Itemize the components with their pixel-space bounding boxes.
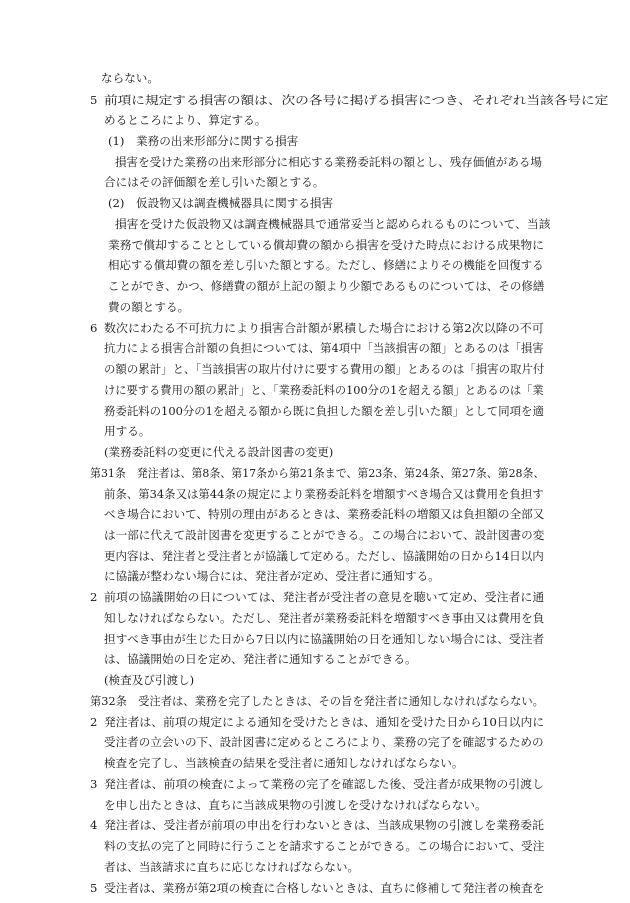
text-line: 相応する償却費の額を差し引いた額とする。ただし、修繕によりその機能を回復する <box>108 258 544 272</box>
text-line: 者は、当該請求に直ちに応じなければならない。 <box>104 860 360 874</box>
text-line: は一部に代えて設計図書を変更することができる。この場合において、設計図書の変 <box>104 528 545 542</box>
text-line: は、協議開始の日を定め、発注者に通知することができる。 <box>104 652 417 666</box>
text-line: 料の支払の完了と同時に行うことを請求することができる。この場合において、受注 <box>104 839 545 853</box>
text-line: 第31条 発注者は、第8条、第17条から第21条まで、第23条、第24条、第27条、第28条、 <box>90 466 545 480</box>
paragraph-number: 5 <box>90 93 98 107</box>
text-line: 業務で償却することとしている償却費の額から損害を受けた時点における成果物に <box>108 238 544 252</box>
text-line: 受注者は、業務が第2項の検査に合格しないときは、直ちに修補して発注者の検査を <box>104 881 545 895</box>
paragraph-number: 3 <box>90 777 98 791</box>
text-line: 知しなければならない。ただし、発注者が業務委託料を増額すべき事由又は費用を負 <box>104 611 545 625</box>
text-line: けに要する費用の額の累計」と、「業務委託料の100分の1を超える額」とあるのは「業 <box>104 383 544 397</box>
paragraph-number: 6 <box>90 321 98 335</box>
text-line: 前条、第34条又は第44条の規定により業務委託料を増額すべき場合又は費用を負担す <box>104 487 544 501</box>
text-line: 更内容は、発注者と受注者とが協議して定める。ただし、協議開始の日から14日以内 <box>104 549 544 563</box>
text-line: 数次にわたる不可抗力により損害合計額が累積した場合における第2次以降の不可 <box>104 321 544 335</box>
text-line: 合にはその評価額を差し引いた額とする。 <box>104 175 325 189</box>
text-line: 担すべき事由が生じた日から7日以内に協議開始の日を通知しない場合には、受注者 <box>104 632 545 646</box>
text-line: を申し出たときは、直ちに当該成果物の引渡しを受けなければならない。 <box>104 798 487 812</box>
text-line: 用する。 <box>104 424 151 438</box>
text-line: 務委託料の100分の1を超える額から既に負担した額を差し引いた額」として同項を適 <box>104 404 544 418</box>
text-line: ことができ、かつ、修繕費の額が上記の額より少額であるものについては、その修繕 <box>108 279 545 293</box>
paragraph-number: 4 <box>90 818 98 832</box>
text-line: 費の額とする。 <box>108 300 190 314</box>
text-line: 損害を受けた仮設物又は調査機械器具で通常妥当と認められるものについて、当該 <box>115 217 551 231</box>
paragraph-number: 2 <box>90 715 98 729</box>
text-line: (1) 業務の出来形部分に関する損害 <box>108 134 299 148</box>
text-line: めるところにより、算定する。 <box>104 113 267 127</box>
text-line: 受注者の立会いの下、設計図書に定めるところにより、業務の完了を確認するための <box>104 735 544 749</box>
text-line: 第32条 受注者は、業務を完了したときは、その旨を発注者に通知しなければならない。 <box>90 694 544 708</box>
text-line: (検査及び引渡し) <box>104 673 195 687</box>
text-line: べき場合において、特別の理由があるときは、業務委託料の増額又は負担額の全部又 <box>104 507 545 521</box>
text-line: 検査を完了し、当該検査の結果を受注者に通知しなければならない。 <box>104 756 464 770</box>
text-line: 前項に規定する損害の額は、次の各号に掲げる損害につき、それぞれ当該各号に定 <box>104 93 609 107</box>
text-line: 発注者は、受注者が前項の申出を行わないときは、当該成果物の引渡しを業務委託 <box>104 818 544 832</box>
text-line: 発注者は、前項の検査によって業務の完了を確認した後、受注者が成果物の引渡し <box>104 777 544 791</box>
text-line: の額の累計」と、「当該損害の取片付けに要する費用の額」とあるのは「損害の取片付 <box>104 362 545 376</box>
text-line: ならない。 <box>101 71 159 85</box>
text-line: (業務委託料の変更に代える設計図書の変更) <box>104 445 334 459</box>
paragraph-number: 5 <box>90 881 98 895</box>
text-line: 発注者は、前項の規定による通知を受けたときは、通知を受けた日から10日以内に <box>104 715 545 729</box>
text-line: に協議が整わない場合には、発注者が定め、受注者に通知する。 <box>104 569 440 583</box>
text-line: 抗力による損害合計額の負担については、第4項中「当該損害の額」とあるのは「損害 <box>104 341 544 355</box>
text-line: 損害を受けた業務の出来形部分に相応する業務委託料の額とし、残存価値がある場 <box>115 155 542 169</box>
text-line: (2) 仮設物又は調査機械器具に関する損害 <box>108 196 334 210</box>
text-line: 前項の協議開始の日については、発注者が受注者の意見を聴いて定め、受注者に通 <box>104 590 545 604</box>
paragraph-number: 2 <box>90 590 98 604</box>
